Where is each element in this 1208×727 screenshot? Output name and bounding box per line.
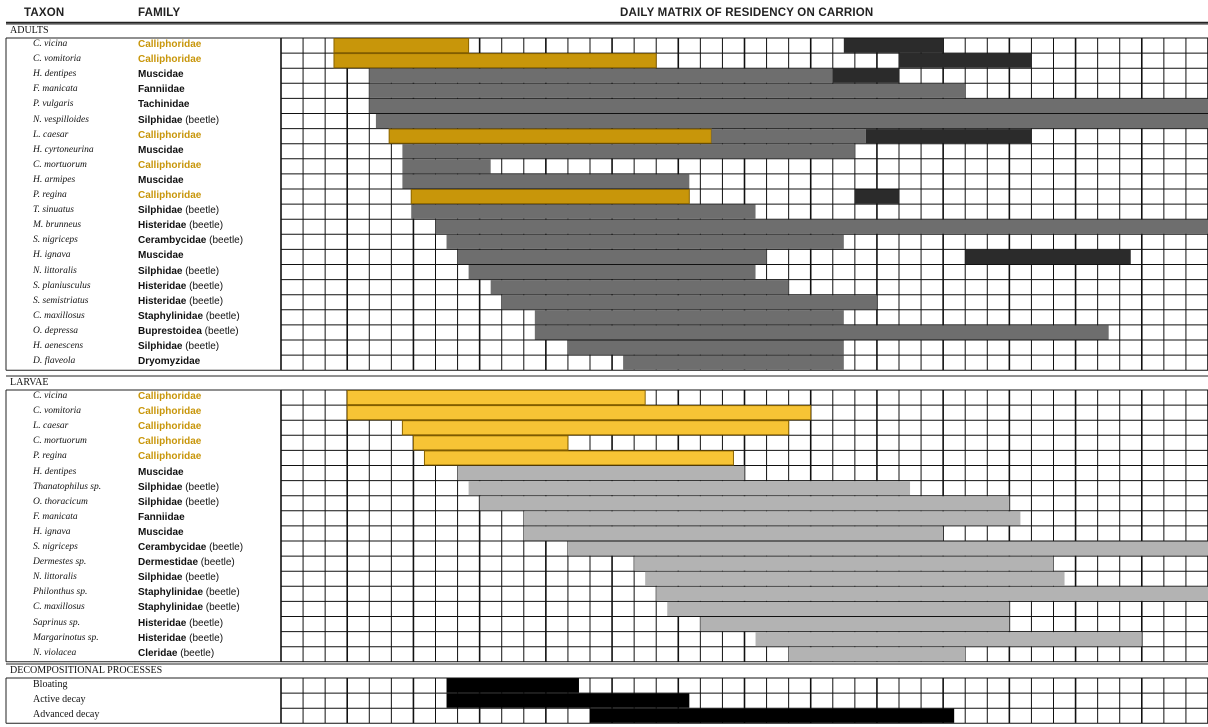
taxon-label: O. depressa <box>33 325 79 336</box>
process-label: Advanced decay <box>33 709 100 721</box>
residency-bar <box>866 129 1032 143</box>
family-label: Silphidae (beetle) <box>138 572 220 584</box>
taxon-label: C. vicina <box>33 39 68 49</box>
residency-bar <box>833 69 899 83</box>
family-label: Cleridae (beetle) <box>138 647 215 659</box>
family-label: Calliphoridae <box>138 406 202 418</box>
family-label: Calliphoridae <box>138 436 202 448</box>
family-label: Muscidae <box>138 174 184 186</box>
residency-bar <box>402 174 689 188</box>
residency-bar <box>535 310 844 324</box>
family-label: Staphylinidae (beetle) <box>138 310 240 322</box>
taxon-label: S. planiusculus <box>33 280 91 291</box>
residency-bar <box>844 39 943 53</box>
residency-bar <box>402 421 788 435</box>
family-label: Muscidae <box>138 466 184 478</box>
taxon-label: O. thoracicum <box>33 496 88 507</box>
residency-bar <box>389 129 711 143</box>
family-label: Muscidae <box>138 526 184 538</box>
residency-bar <box>447 694 690 708</box>
taxon-label: H. cyrtoneurina <box>33 144 94 155</box>
taxon-label: L. caesar <box>33 129 69 140</box>
family-label: Silphidae (beetle) <box>138 496 220 508</box>
residency-bar <box>700 617 1009 631</box>
taxon-label: C. mortuorum <box>33 159 87 170</box>
taxon-label: P. regina <box>33 451 67 462</box>
taxon-label: C. mortuorum <box>33 436 87 447</box>
residency-bar <box>424 451 733 465</box>
residency-bar <box>965 250 1131 264</box>
residency-bar <box>480 496 1010 510</box>
family-label: Calliphoridae <box>138 129 202 141</box>
taxon-label: P. vulgaris <box>33 99 74 110</box>
family-label: Muscidae <box>138 69 184 81</box>
residency-bar <box>369 99 1208 113</box>
taxon-label: C. maxillosus <box>33 310 85 321</box>
taxon-label: H. ignava <box>33 526 71 537</box>
residency-bar <box>855 190 899 204</box>
family-label: Staphylinidae (beetle) <box>138 602 240 614</box>
residency-bar <box>535 325 1109 339</box>
family-label: Histeridae (beetle) <box>138 295 224 307</box>
family-label: Muscidae <box>138 250 184 262</box>
residency-bar <box>402 159 490 173</box>
taxon-label: C. maxillosus <box>33 602 85 613</box>
family-label: Silphidae (beetle) <box>138 265 220 277</box>
residency-bar <box>447 679 579 693</box>
taxon-label: F. manicata <box>33 511 78 522</box>
taxon-label: N. violacea <box>33 647 77 658</box>
process-label: Bloating <box>33 679 68 690</box>
taxon-label: N. littoralis <box>33 572 77 583</box>
residency-bar <box>347 391 645 405</box>
family-label: Calliphoridae <box>138 159 202 171</box>
family-label: Calliphoridae <box>138 451 202 463</box>
taxon-label: H. armipes <box>33 174 76 185</box>
taxon-label: H. dentipes <box>33 466 77 477</box>
taxon-label: H. ignava <box>33 250 71 261</box>
family-label: Histeridae (beetle) <box>138 617 224 629</box>
taxon-column-header: TAXON <box>24 7 65 19</box>
residency-bar <box>447 235 844 249</box>
section-label: ADULTS <box>10 25 49 36</box>
taxon-label: H. aenescens <box>33 341 84 351</box>
residency-bar <box>524 526 943 540</box>
residency-bar <box>656 587 1208 601</box>
family-label: Silphidae (beetle) <box>138 341 220 352</box>
residency-bar <box>789 647 966 661</box>
family-label: Dermestidae (beetle) <box>138 557 235 569</box>
section-label: DECOMPOSITIONAL PROCESSES <box>10 665 163 676</box>
residency-bar <box>623 356 844 370</box>
residency-bar <box>711 129 866 143</box>
taxon-label: P. regina <box>33 190 67 200</box>
taxon-label: C. vomitoria <box>33 54 82 65</box>
family-label: Fanniidae <box>138 84 185 96</box>
taxon-label: M. brunneus <box>33 220 82 231</box>
residency-bar <box>334 54 656 68</box>
taxon-label: H. dentipes <box>33 69 77 80</box>
family-label: Histeridae (beetle) <box>138 220 224 232</box>
matrix-title: DAILY MATRIX OF RESIDENCY ON CARRION <box>620 7 874 19</box>
section-label: LARVAE <box>10 377 49 388</box>
residency-bar <box>756 632 1142 646</box>
family-label: Calliphoridae <box>138 39 202 50</box>
family-label: Muscidae <box>138 144 184 156</box>
residency-bar <box>369 69 833 83</box>
family-label: Silphidae (beetle) <box>138 481 220 493</box>
taxon-label: N. littoralis <box>33 265 77 276</box>
residency-bar <box>568 542 1208 556</box>
family-column-header: FAMILY <box>138 7 181 19</box>
residency-bar <box>347 406 811 420</box>
residency-bar <box>411 205 755 219</box>
residency-bar <box>645 572 1064 586</box>
residency-bar <box>402 144 854 158</box>
family-label: Buprestoidea (beetle) <box>138 325 239 337</box>
process-label: Active decay <box>33 694 86 706</box>
taxon-label: N. vespilloides <box>33 114 89 125</box>
residency-bar <box>634 557 1053 571</box>
family-label: Calliphoridae <box>138 190 202 201</box>
family-label: Cerambycidae (beetle) <box>138 542 244 553</box>
residency-bar <box>524 511 1021 525</box>
family-label: Histeridae (beetle) <box>138 632 224 644</box>
family-label: Silphidae (beetle) <box>138 205 220 217</box>
family-label: Staphylinidae (beetle) <box>138 587 240 599</box>
residency-bar <box>899 54 1031 68</box>
taxon-label: L. caesar <box>33 421 69 432</box>
family-label: Dryomyzidae <box>138 356 201 368</box>
residency-bar <box>436 220 1208 234</box>
taxon-label: S. semistriatus <box>33 295 89 306</box>
residency-bar <box>458 250 767 264</box>
family-label: Silphidae (beetle) <box>138 114 220 126</box>
residency-bar <box>334 39 469 53</box>
residency-bar <box>667 602 1009 616</box>
taxon-label: F. manicata <box>33 84 78 95</box>
taxon-label: C. vicina <box>33 391 68 401</box>
family-label: Tachinidae <box>138 99 190 111</box>
taxon-label: Saprinus sp. <box>33 617 80 628</box>
residency-bar <box>469 481 910 495</box>
taxon-label: T. sinuatus <box>33 205 75 216</box>
taxon-label: D. flaveola <box>33 356 76 367</box>
residency-bar <box>458 466 745 480</box>
taxon-label: C. vomitoria <box>33 406 82 417</box>
residency-bar <box>369 84 965 98</box>
family-label: Calliphoridae <box>138 391 202 402</box>
taxon-label: Margarinotus sp. <box>33 632 99 643</box>
residency-bar <box>411 190 689 204</box>
family-label: Fanniidae <box>138 511 185 523</box>
taxon-label: Thanatophilus sp. <box>33 481 102 492</box>
family-label: Calliphoridae <box>138 54 202 66</box>
taxon-label: Dermestes sp. <box>33 557 87 568</box>
taxon-label: S. nigriceps <box>33 542 78 552</box>
residency-bar <box>413 436 568 450</box>
residency-bar <box>491 280 789 294</box>
family-label: Calliphoridae <box>138 421 202 433</box>
residency-bar <box>502 295 877 309</box>
taxon-label: S. nigriceps <box>33 235 78 246</box>
residency-bar <box>590 709 954 723</box>
taxon-label: Philonthus sp. <box>33 587 88 598</box>
residency-bar <box>568 341 844 355</box>
residency-bar <box>469 265 756 279</box>
residency-bar <box>376 114 1208 128</box>
family-label: Histeridae (beetle) <box>138 280 224 292</box>
family-label: Cerambycidae (beetle) <box>138 235 244 247</box>
